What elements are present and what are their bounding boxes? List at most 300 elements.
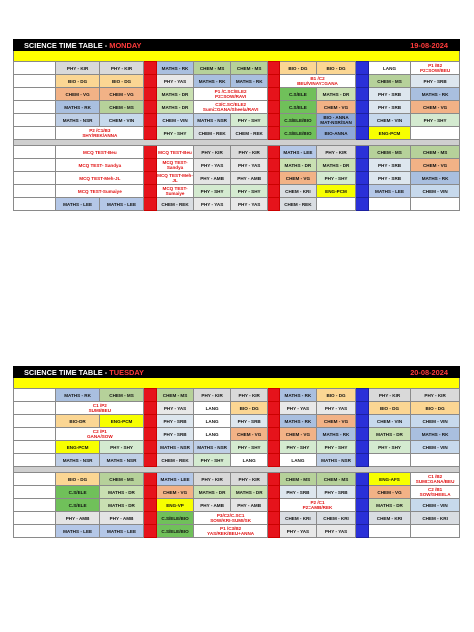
class-cell: CHEM - MS xyxy=(411,146,460,159)
divider-column xyxy=(144,62,157,75)
class-cell: PHY - AMB xyxy=(194,172,231,185)
class-cell: MATHS - DR xyxy=(316,88,355,101)
class-cell: PHY - KIR xyxy=(411,389,460,402)
class-cell: CHEM - MS xyxy=(99,101,143,114)
class-cell: PHY - KIR xyxy=(194,473,231,486)
class-cell: BIO - DG xyxy=(231,402,268,415)
class-cell: P1 /B2 P2=SOW/BEU xyxy=(411,62,460,75)
class-cell: LANG xyxy=(368,62,410,75)
table-row xyxy=(14,486,460,499)
class-cell: C.S/ELE xyxy=(56,486,99,499)
class-cell: CHEM - KRI xyxy=(316,512,355,525)
class-cell: MCQ TEST- Sandya xyxy=(156,159,193,172)
divider-column xyxy=(144,101,157,114)
class-cell: MATHS - RK xyxy=(56,101,99,114)
class-cell: MATHS - RK xyxy=(411,172,460,185)
divider-column xyxy=(356,486,369,499)
divider-column xyxy=(144,454,157,467)
class-cell: MATHS - RK xyxy=(231,75,268,88)
class-cell: MATHS - DR xyxy=(99,499,143,512)
class-cell: CHEM - MS xyxy=(368,75,410,88)
divider-column xyxy=(356,428,369,441)
divider-column xyxy=(144,172,157,185)
class-cell: C1 /B2 SUMI=GANA/BEU xyxy=(411,473,460,486)
class-cell: C.S/ELE xyxy=(279,101,316,114)
class-cell: C.S/ELE/BIO xyxy=(156,512,193,525)
class-cell: CHEM - REK xyxy=(156,198,193,211)
divider-column xyxy=(356,512,369,525)
class-cell: CHEM - VIN xyxy=(368,114,410,127)
period-cell xyxy=(14,389,56,402)
class-cell: PHY - SHY xyxy=(231,114,268,127)
class-cell: CHEM - VIN xyxy=(368,415,410,428)
table-row xyxy=(14,198,460,211)
class-cell: PHY - SRB xyxy=(368,172,410,185)
class-cell: PHY - SRB xyxy=(368,159,410,172)
class-cell: PHY - KIR xyxy=(231,473,268,486)
period-cell xyxy=(14,198,56,211)
table-row xyxy=(14,499,460,512)
class-cell: PHY - SHY xyxy=(316,172,355,185)
class-cell xyxy=(411,198,460,211)
class-cell: C.S/ELE/BIO xyxy=(279,114,316,127)
divider-column xyxy=(144,127,157,140)
class-cell: CHEM - VIN xyxy=(411,415,460,428)
divider-column xyxy=(144,114,157,127)
class-cell: PHY - YAS xyxy=(156,75,193,88)
class-cell: BIO-ANNA xyxy=(316,127,355,140)
class-cell: PHY - KIR xyxy=(231,146,268,159)
class-cell: CHEM - VIN xyxy=(411,499,460,512)
period-cell xyxy=(14,62,56,75)
divider-column xyxy=(144,159,157,172)
class-cell: MATHS - NSR xyxy=(194,114,231,127)
class-cell: CHEM - KRI xyxy=(411,512,460,525)
class-cell: PHY - SHY xyxy=(411,114,460,127)
class-cell: BIO - DG xyxy=(99,75,143,88)
class-cell: CHEM - MS xyxy=(194,62,231,75)
divider-column xyxy=(356,146,369,159)
class-cell: MATHS - DR xyxy=(368,499,410,512)
class-cell: BIO - DG xyxy=(56,473,99,486)
table-row xyxy=(14,512,460,525)
divider-column xyxy=(356,62,369,75)
divider-column xyxy=(268,473,280,486)
class-cell: MATHS - DR xyxy=(194,486,231,499)
divider-column xyxy=(268,172,280,185)
table-row xyxy=(14,454,460,467)
timetable-date: 19-08-2024 xyxy=(410,41,448,50)
table-row xyxy=(14,127,460,140)
class-cell: MATHS - LEE xyxy=(279,146,316,159)
class-cell: ENG-PCM xyxy=(56,441,99,454)
class-cell: PHY - YAS xyxy=(231,159,268,172)
class-cell: CHEM - MS xyxy=(279,473,316,486)
class-cell: MATHS - NSR xyxy=(156,441,193,454)
class-cell: MATHS - RK xyxy=(194,75,231,88)
timetable-title: SCIENCE TIME TABLE - MONDAY xyxy=(24,41,142,50)
class-cell: P2 /C1/B3 SHY/REK/ANNA xyxy=(56,127,144,140)
table-row xyxy=(14,441,460,454)
class-cell: PHY - SHY xyxy=(368,441,410,454)
class-cell: PHY - SRB xyxy=(231,415,268,428)
divider-column xyxy=(144,499,157,512)
period-cell xyxy=(14,172,56,185)
period-cell xyxy=(14,486,56,499)
class-cell: MATHS - DR xyxy=(316,159,355,172)
class-cell: CHEM - REK xyxy=(279,198,316,211)
class-cell: MATHS - LEE xyxy=(156,473,193,486)
class-cell: PHY - SHY xyxy=(156,127,193,140)
class-cell: CHEM - MS xyxy=(231,62,268,75)
class-cell: MATHS - NSR xyxy=(194,441,231,454)
class-cell xyxy=(316,198,355,211)
divider-column xyxy=(356,101,369,114)
divider-column xyxy=(356,402,369,415)
class-cell: PHY - SRB xyxy=(316,486,355,499)
class-cell: CHEM - VG xyxy=(156,486,193,499)
class-cell: ENG-PCM xyxy=(99,415,143,428)
class-cell: CHEM - VG xyxy=(316,415,355,428)
class-cell: MATHS - LEE xyxy=(56,198,99,211)
class-cell: C2 /B1 SOW/SHEELA xyxy=(411,486,460,499)
class-cell xyxy=(411,525,460,538)
divider-column xyxy=(144,198,157,211)
class-cell: LANG xyxy=(194,415,231,428)
divider-column xyxy=(356,159,369,172)
period-cell xyxy=(14,159,56,172)
divider-column xyxy=(268,486,280,499)
divider-column xyxy=(268,512,280,525)
table-row xyxy=(14,62,460,75)
class-cell: PHY - KIR xyxy=(99,62,143,75)
period-cell xyxy=(14,146,56,159)
divider-column xyxy=(268,185,280,198)
class-cell: MATHS - NSR xyxy=(56,114,99,127)
class-cell: CHEM - VIN xyxy=(99,114,143,127)
day-name: MONDAY xyxy=(109,41,142,50)
divider-column xyxy=(268,88,280,101)
class-cell: P1 /C.SC/ELE2 P2=SOW/RAVI xyxy=(194,88,268,101)
schedule-grid xyxy=(13,388,460,538)
divider-column xyxy=(268,101,280,114)
class-cell: MATHS - DR xyxy=(279,159,316,172)
divider-column xyxy=(356,114,369,127)
class-cell: ENG-VP xyxy=(156,499,193,512)
table-row xyxy=(14,75,460,88)
class-cell: MATHS - NSR xyxy=(56,454,99,467)
schedule-grid xyxy=(13,61,460,211)
period-cell xyxy=(14,402,56,415)
class-cell: PHY - YAS xyxy=(279,525,316,538)
divider-column xyxy=(268,146,280,159)
table-row xyxy=(14,473,460,486)
class-cell: BIO-DR xyxy=(56,415,99,428)
divider-column xyxy=(268,114,280,127)
class-cell: CHEM - VG xyxy=(279,428,316,441)
class-cell: PHY - YAS xyxy=(231,198,268,211)
class-cell: MATHS - RK xyxy=(316,428,355,441)
class-cell: MCQ TEST-Meh-JL xyxy=(56,172,144,185)
divider-column xyxy=(268,499,280,512)
divider-column xyxy=(144,486,157,499)
class-cell xyxy=(368,198,410,211)
divider-column xyxy=(356,415,369,428)
class-cell: C.S/ELE xyxy=(56,499,99,512)
class-cell: PHY - YAS xyxy=(316,402,355,415)
divider-column xyxy=(268,159,280,172)
timetable-title: SCIENCE TIME TABLE - TUESDAY xyxy=(24,368,144,377)
table-row xyxy=(14,114,460,127)
period-cell xyxy=(14,512,56,525)
class-cell: CHEM - MS xyxy=(156,389,193,402)
divider-column xyxy=(144,415,157,428)
divider-column xyxy=(268,454,280,467)
class-cell: BIO - DG xyxy=(368,402,410,415)
divider-column xyxy=(356,499,369,512)
class-cell: MATHS - LEE xyxy=(99,525,143,538)
class-cell: ENG-PCM xyxy=(368,127,410,140)
divider-column xyxy=(144,512,157,525)
class-cell: PHY - SRB xyxy=(368,101,410,114)
table-row xyxy=(14,428,460,441)
class-cell: MCQ TEST- Sandya xyxy=(56,159,144,172)
table-row xyxy=(14,185,460,198)
class-cell: MATHS - NSR xyxy=(316,454,355,467)
class-cell: CHEM - VG xyxy=(99,88,143,101)
class-cell: BIO - DG xyxy=(56,75,99,88)
divider-column xyxy=(144,75,157,88)
period-cell xyxy=(14,114,56,127)
period-cell xyxy=(14,499,56,512)
class-cell xyxy=(411,127,460,140)
class-cell: MCQ TEST-Beu xyxy=(56,146,144,159)
class-cell: MATHS - DR xyxy=(231,486,268,499)
class-cell: PHY - SRB xyxy=(368,88,410,101)
class-cell: PHY - YAS xyxy=(194,159,231,172)
class-cell: CHEM - VG xyxy=(279,172,316,185)
class-cell: CHEM - REK xyxy=(231,127,268,140)
class-cell: MATHS - RK xyxy=(156,62,193,75)
period-cell xyxy=(14,127,56,140)
period-cell xyxy=(14,428,56,441)
class-cell: P3/C2/C.SC1 SOW/KRI-SUMI/SK xyxy=(194,512,268,525)
class-cell: CHEM - VG xyxy=(316,101,355,114)
divider-column xyxy=(268,198,280,211)
divider-column xyxy=(356,185,369,198)
class-cell: PHY - YAS xyxy=(279,402,316,415)
timetable-header xyxy=(13,39,460,51)
class-cell: PHY - SRB xyxy=(156,428,193,441)
class-cell: CHEM - VIN xyxy=(411,185,460,198)
divider-column xyxy=(356,441,369,454)
class-cell: MCQ TEST-Beu xyxy=(156,146,193,159)
class-cell: PHY - SHY xyxy=(231,441,268,454)
class-cell: ENG-AFS xyxy=(368,473,410,486)
period-cell xyxy=(14,75,56,88)
period-cell xyxy=(14,415,56,428)
class-cell: MATHS - DR xyxy=(368,428,410,441)
class-cell: CHEM - KRI xyxy=(279,512,316,525)
day-name: TUESDAY xyxy=(109,368,144,377)
class-cell: CHEM - MS xyxy=(368,146,410,159)
divider-column xyxy=(268,127,280,140)
class-cell: CHEM - VG xyxy=(411,159,460,172)
class-cell: MATHS - RK xyxy=(279,415,316,428)
class-cell: PHY - AMB xyxy=(231,499,268,512)
class-cell: PHY - YAS xyxy=(194,198,231,211)
class-cell: C.S/ELE xyxy=(279,88,316,101)
class-cell: PHY - AMB xyxy=(99,512,143,525)
divider-column xyxy=(356,75,369,88)
class-cell: MCQ TEST-Meh-JL xyxy=(157,173,193,183)
class-cell: CHEM - VG xyxy=(411,101,460,114)
table-row xyxy=(14,88,460,101)
class-cell: PHY - AMB xyxy=(231,172,268,185)
divider-column xyxy=(356,172,369,185)
tuesday-block-2 xyxy=(14,473,460,538)
table-row xyxy=(14,101,460,114)
class-cell: PHY - SRB xyxy=(411,75,460,88)
class-cell: LANG xyxy=(194,428,231,441)
class-cell: MCQ TEST-Sumaiye xyxy=(156,185,193,198)
class-cell: PHY - KIR xyxy=(368,389,410,402)
divider-column xyxy=(144,525,157,538)
table-row xyxy=(14,389,460,402)
divider-column xyxy=(356,88,369,101)
divider-column xyxy=(144,402,157,415)
class-cell: CHEM - MS xyxy=(99,389,143,402)
class-cell: MATHS - DR xyxy=(156,88,193,101)
class-cell: C.S/ELE/BIO xyxy=(156,525,193,538)
class-cell: ENG-PCM xyxy=(316,185,355,198)
class-cell: BIO - DG xyxy=(316,62,355,75)
divider-column xyxy=(268,62,280,75)
class-cell: PHY - YAS xyxy=(316,525,355,538)
class-cell: CHEM - MS xyxy=(99,473,143,486)
table-row xyxy=(14,172,460,185)
period-cell xyxy=(14,454,56,467)
divider-column xyxy=(144,428,157,441)
divider-column xyxy=(356,525,369,538)
table-row xyxy=(14,525,460,538)
divider-column xyxy=(268,415,280,428)
class-cell: MATHS - DR xyxy=(156,101,193,114)
divider-column xyxy=(268,389,280,402)
period-cell xyxy=(14,473,56,486)
class-cell: LANG xyxy=(231,454,268,467)
divider-column xyxy=(268,75,280,88)
class-cell: MATHS - RK xyxy=(279,389,316,402)
class-cell: B1 /C2 BEU/VINAY=GANA xyxy=(279,75,355,88)
class-cell: MATHS - NSR xyxy=(99,454,143,467)
class-cell: C3/C.SC/ELE2 Sumi=GANA/Sheela/RAVI xyxy=(194,101,268,114)
class-cell: P2 /C1 P2=AMB/REK xyxy=(279,499,355,512)
class-cell: CHEM - REK xyxy=(156,454,193,467)
period-cell xyxy=(14,101,56,114)
class-cell: PHY - SHY xyxy=(194,454,231,467)
class-cell: PHY - SHY xyxy=(194,185,231,198)
yellow-band xyxy=(13,378,460,388)
divider-column xyxy=(268,525,280,538)
class-cell: LANG xyxy=(194,402,231,415)
table-row xyxy=(14,402,460,415)
class-cell: CHEM - KRI xyxy=(368,512,410,525)
class-cell: BIO - DG xyxy=(411,402,460,415)
class-cell: MATHS - LEE xyxy=(368,185,410,198)
table-row xyxy=(14,146,460,159)
class-cell: PHY - SRB xyxy=(279,486,316,499)
class-cell xyxy=(368,454,410,467)
divider-column xyxy=(268,441,280,454)
class-cell: CHEM - REK xyxy=(194,127,231,140)
divider-column xyxy=(144,473,157,486)
period-cell xyxy=(14,441,56,454)
class-cell xyxy=(368,525,410,538)
class-cell: PHY - KIR xyxy=(316,146,355,159)
class-cell: C2 /P1 GANA/SOW xyxy=(56,428,144,441)
divider-column xyxy=(144,146,157,159)
class-cell: BIO - DG xyxy=(279,62,316,75)
class-cell: CHEM - VIN xyxy=(411,441,460,454)
table-row xyxy=(14,159,460,172)
divider-column xyxy=(356,454,369,467)
class-cell: PHY - AMB xyxy=(56,512,99,525)
class-cell: LANG xyxy=(279,454,316,467)
table-row xyxy=(14,415,460,428)
class-cell: MCQ TEST-Sumaiye xyxy=(56,185,144,198)
class-cell: CHEM - KRI xyxy=(279,185,316,198)
class-cell: MATHS - RK xyxy=(56,389,99,402)
class-cell: BIO - DG xyxy=(316,389,355,402)
divider-column xyxy=(144,441,157,454)
class-cell: MATHS - RK xyxy=(411,428,460,441)
period-cell xyxy=(14,525,56,538)
class-cell: BIO - ANNA MAT-NSR/SAN xyxy=(316,114,355,127)
divider-column xyxy=(268,402,280,415)
class-cell: PHY - KIR xyxy=(231,389,268,402)
class-cell: PHY - SHY xyxy=(316,441,355,454)
class-cell xyxy=(411,454,460,467)
class-cell: PHY - KIR xyxy=(56,62,99,75)
timetable-date: 20-08-2024 xyxy=(410,368,448,377)
class-cell: CHEM - MS xyxy=(316,473,355,486)
period-cell xyxy=(14,185,56,198)
class-cell: CHEM - VG xyxy=(231,428,268,441)
monday-block-2 xyxy=(14,146,460,211)
class-cell: PHY - AMB xyxy=(194,499,231,512)
monday-block-1 xyxy=(14,62,460,140)
class-cell: P1 /C3/B2 YAS/REK/BEU+ANNA xyxy=(194,525,268,538)
class-cell: C1 /P2 SUMI/BEU xyxy=(56,402,144,415)
yellow-band xyxy=(13,51,460,61)
tuesday-block-1 xyxy=(14,389,460,467)
divider-column xyxy=(144,88,157,101)
timetable-header xyxy=(13,366,460,378)
class-cell: CHEM - VIN xyxy=(156,114,193,127)
divider-column xyxy=(356,389,369,402)
class-cell: MATHS - LEE xyxy=(56,525,99,538)
class-cell: MATHS - RK xyxy=(411,88,460,101)
class-cell: C.S/ELE/BIO xyxy=(279,127,316,140)
class-cell: PHY - SHY xyxy=(279,441,316,454)
tuesday-timetable xyxy=(13,366,460,538)
class-cell: PHY - KIR xyxy=(194,389,231,402)
divider-column xyxy=(144,389,157,402)
class-cell: PHY - YAS xyxy=(156,402,193,415)
monday-timetable xyxy=(13,39,460,211)
class-cell: PHY - SRB xyxy=(156,415,193,428)
